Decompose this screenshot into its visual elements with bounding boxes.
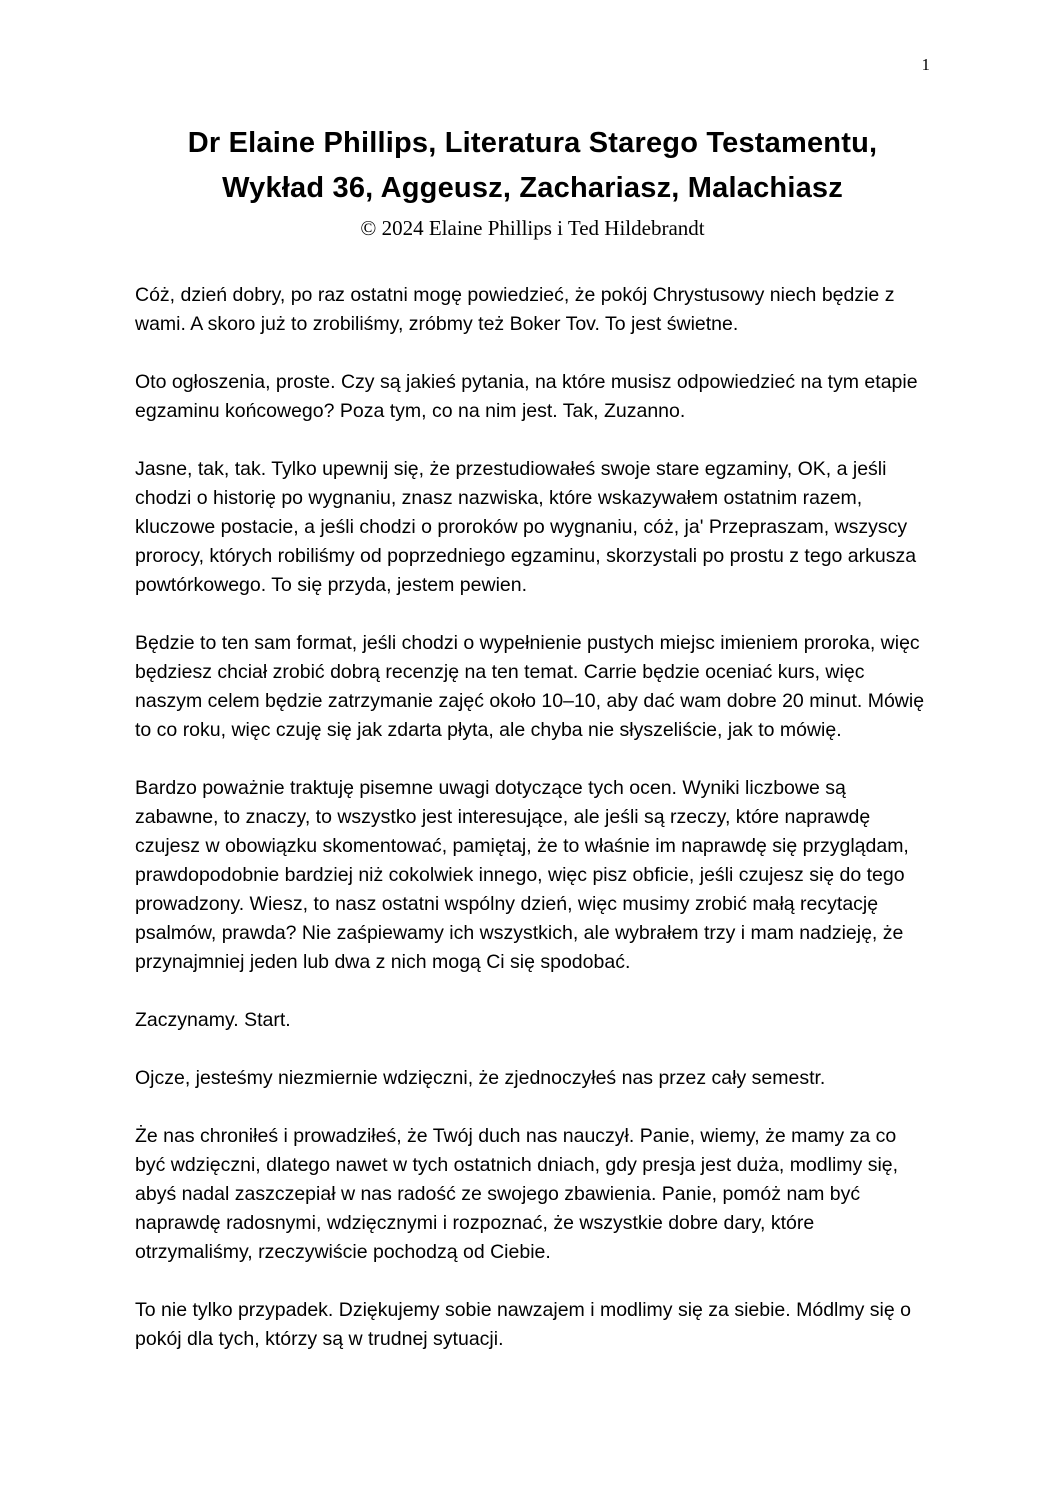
document-body [135,281,930,1354]
paragraph: Ojcze, jesteśmy niezmiernie wdzięczni, że zjednoczyłeś nas przez cały semestr. [135,1067,826,1089]
document-title-line1: Dr Elaine Phillips, Literatura Starego Testamentu, [187,127,878,159]
page-number [135,55,930,75]
paragraph: Że nas chroniłeś i prowadziłeś, że Twój duch nas nauczył. Panie, wiemy, że mamy za co być wdzięczni, dlatego nawet w tych ostatnich dniach, gdy presja jest duża, modlimy się, abyś nadal zaszczepiał w nas radość ze swojego zbawienia. Panie, pomóż nam być naprawdę radosnymi, wdzięcznymi i rozpoznać, że wszystkie dobre dary, które otrzymaliśmy, rzeczywiście pochodzą od Ciebie. [135,1125,899,1263]
document-title [135,121,930,211]
copyright-line: © 2024 Elaine Phillips i Ted Hildebrandt [360,216,705,240]
page-number-value: 1 [921,55,930,74]
paragraph: Oto ogłoszenia, proste. Czy są jakieś pytania, na które musisz odpowiedzieć na tym etapie egzaminu końcowego? Poza tym, co na nim jest. Tak, Zuzanno. [135,371,918,422]
document-title-line2: Wykład 36, Aggeusz, Zachariasz, Malachiasz [222,172,843,204]
paragraph: Zaczynamy. Start. [135,1009,291,1031]
paragraph: Cóż, dzień dobry, po raz ostatni mogę powiedzieć, że pokój Chrystusowy niech będzie z wami. A skoro już to zrobiliśmy, zróbmy też Boker Tov. To jest świetne. [135,284,895,335]
paragraph: To nie tylko przypadek. Dziękujemy sobie nawzajem i modlimy się za siebie. Módlmy się o pokój dla tych, którzy są w trudnej sytuacji. [135,1299,911,1350]
paragraph: Jasne, tak, tak. Tylko upewnij się, że przestudiowałeś swoje stare egzaminy, OK, a jeśli chodzi o historię po wygnaniu, znasz nazwiska, które wskazywałem ostatnim razem, kluczowe postacie, a jeśli chodzi o proroków po wygnaniu, cóż, ja' Przepraszam, wszyscy prorocy, których robiliśmy od poprzedniego egzaminu, skorzystali po prostu z tego arkusza powtórkowego. To się przyda, jestem pewien. [135,458,917,596]
paragraph: Bardzo poważnie traktuję pisemne uwagi dotyczące tych ocen. Wyniki liczbowe są zabawne, to znaczy, to wszystko jest interesujące, ale jeśli są rzeczy, które naprawdę czujesz w obowiązku skomentować, pamiętaj, że to właśnie im naprawdę się przyglądam, prawdopodobnie bardziej niż cokolwiek innego, więc pisz obficie, jeśli czujesz się do tego prowadzony. Wiesz, to nasz ostatni wspólny dzień, więc musimy zrobić małą recytację psalmów, prawda? Nie zaśpiewamy ich wszystkich, ale wybrałem trzy i mam nadzieję, że przynajmniej jeden lub dwa z nich mogą Ci się spodobać. [135,777,909,973]
paragraph: Będzie to ten sam format, jeśli chodzi o wypełnienie pustych miejsc imieniem proroka, więc będziesz chciał zrobić dobrą recenzję na ten temat. Carrie będzie oceniać kurs, więc naszym celem będzie zatrzymanie zajęć około 10–10, aby dać wam dobre 20 minut. Mówię to co roku, więc czuję się jak zdarta płyta, ale chyba nie słyszeliście, jak to mówię. [135,632,925,741]
